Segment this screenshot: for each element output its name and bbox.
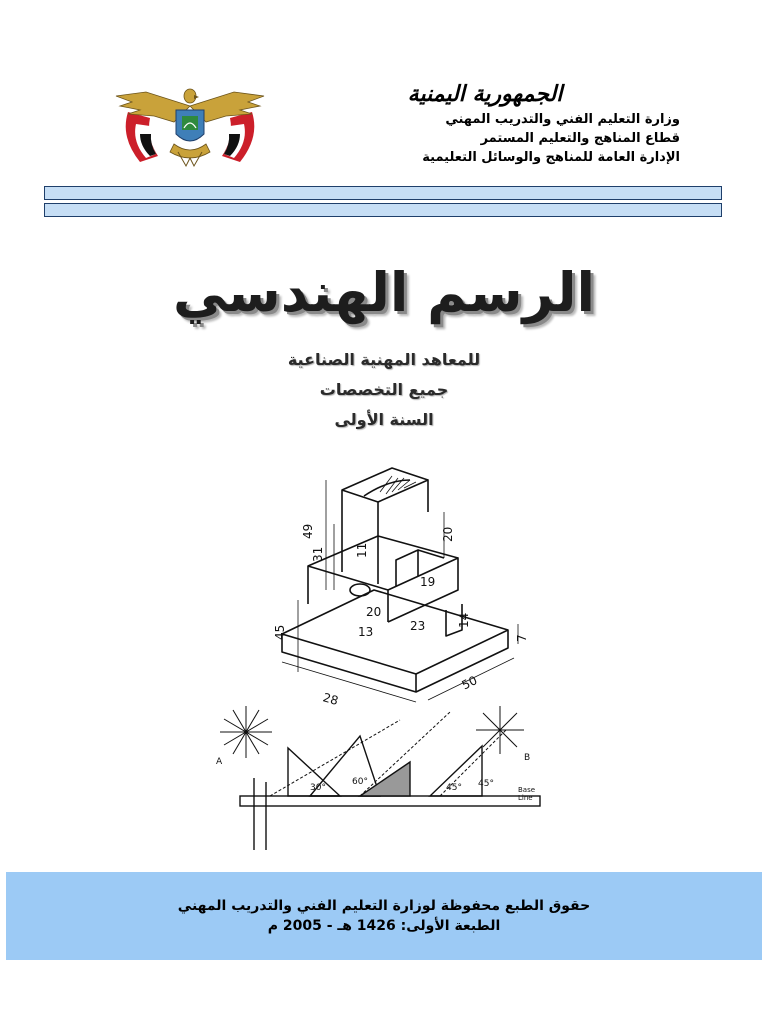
angle-label: 60° (352, 777, 368, 787)
dimension-label: 20 (441, 526, 455, 542)
republic-name: الجمهورية اليمنية (407, 81, 563, 107)
footer-band (6, 872, 762, 960)
dimension-label: 11 (355, 542, 369, 558)
dimension-label: 19 (420, 575, 436, 589)
dimension-label: 28 (321, 690, 340, 708)
decorative-bar-bottom (44, 203, 722, 217)
decorative-bar-top (44, 186, 722, 200)
book-specialties: جميع التخصصات (319, 380, 449, 399)
base-line-label: Base (518, 786, 536, 794)
set-square-drawing (210, 700, 550, 850)
dimension-label: 23 (410, 619, 426, 633)
copyright-notice: حقوق الطبع محفوظة لوزارة التعليم الفني والتدريب المهني (177, 898, 591, 914)
dimension-label: 31 (311, 546, 325, 562)
dimension-label: 49 (301, 523, 315, 539)
yemen-emblem-icon (110, 82, 270, 172)
angle-label: 45° (478, 779, 494, 789)
isometric-drawing (268, 440, 558, 720)
edition-notice: الطبعة الأولى: 1426 هـ - 2005 م (267, 918, 501, 934)
ministry-name: وزارة التعليم الفني والتدريب المهني (445, 112, 680, 127)
point-label: B (524, 753, 531, 763)
dimension-label: 50 (459, 673, 480, 693)
point-label: A (216, 757, 223, 767)
dimension-label: 13 (358, 625, 374, 639)
header-block (350, 80, 680, 167)
sector-name: قطاع المناهج والتعليم المستمر (480, 131, 680, 146)
dimension-label: 14 (457, 612, 471, 628)
angle-label: 30° (310, 783, 326, 793)
base-line-label: Line (518, 794, 533, 802)
dimension-label: 20 (366, 605, 382, 619)
department-name: الإدارة العامة للمناهج والوسائل التعليمية (422, 150, 680, 165)
book-year: السنة الأولى (334, 410, 434, 429)
dimension-label: 7 (515, 634, 529, 642)
book-audience: للمعاهد المهنية الصناعية (287, 350, 481, 369)
book-title: الرسم الهندسي (172, 261, 596, 324)
angle-label: 45° (446, 783, 462, 793)
dimension-label: 45 (273, 624, 287, 640)
